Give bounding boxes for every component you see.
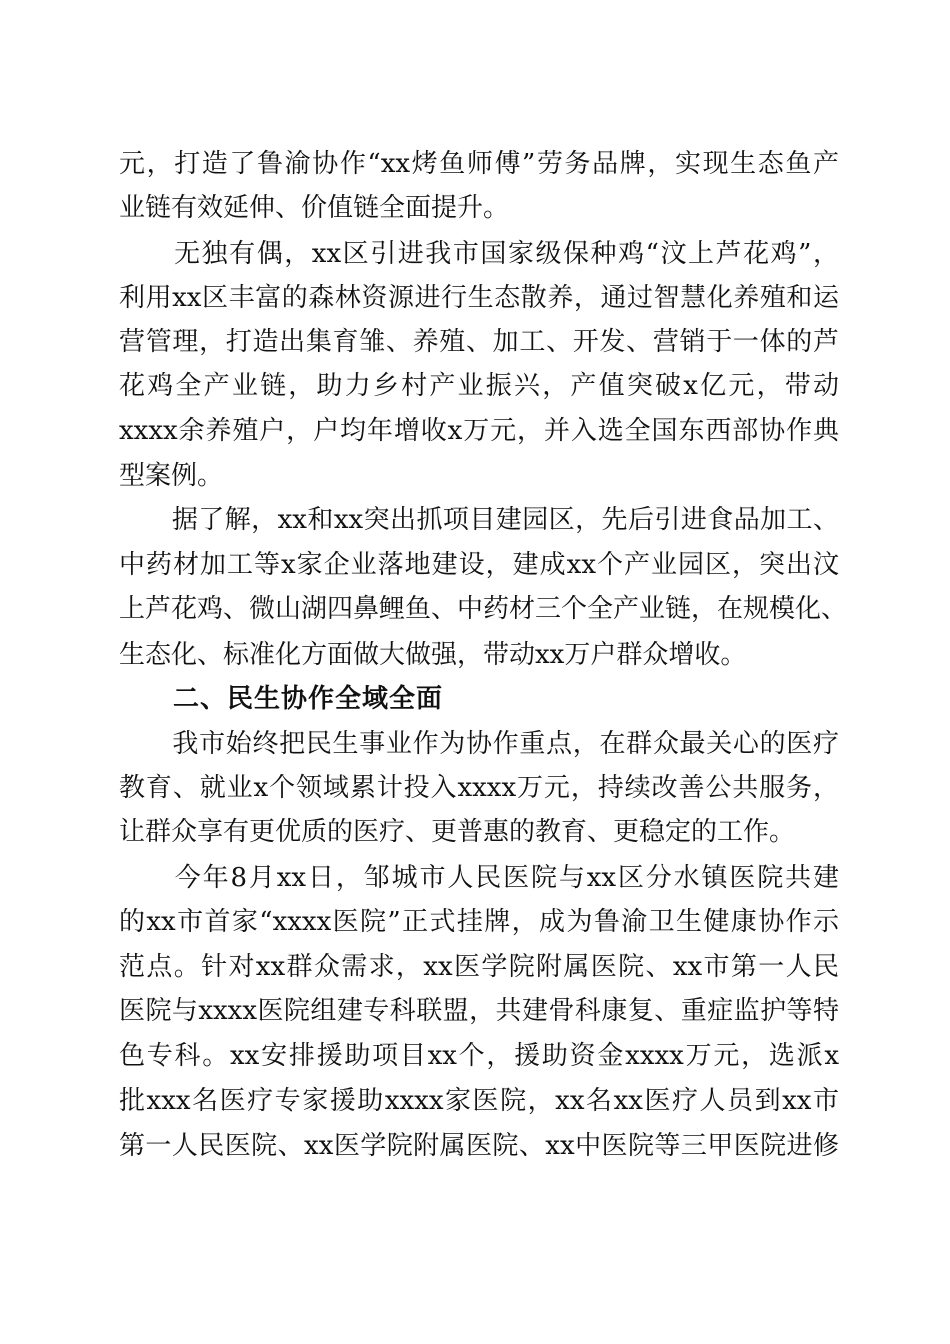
text-line: 上芦花鸡、微山湖四鼻鲤鱼、中药材三个全产业链，在规模化、	[119, 594, 848, 624]
text-line: 教育、就业x个领域累计投入xxxx万元，持续改善公共服务，	[119, 773, 839, 803]
text-line: 中药材加工等x家企业落地建设，建成xx个产业园区，突出汶	[119, 550, 839, 580]
text-line: 据了解，xx和xx突出抓项目建园区，先后引进食品加工、	[119, 505, 839, 535]
text-line: 利用xx区丰富的森林资源进行生态散养，通过智慧化养殖和运	[119, 283, 839, 313]
text-line: 元，打造了鲁渝协作“xx烤鱼师傅”劳务品牌，实现生态鱼产	[119, 149, 839, 179]
text-line: xxxx余养殖户，户均年增收x万元，并入选全国东西部协作典	[119, 416, 839, 446]
text-line: 范点。针对xx群众需求，xx医学院附属医院、xx市第一人民	[119, 952, 839, 982]
text-line: 生态化、标准化方面做大做强，带动xx万户群众增收。	[119, 640, 747, 670]
text-line: 今年8月xx日，邹城市人民医院与xx区分水镇医院共建	[119, 863, 839, 893]
section-heading: 二、民生协作全域全面	[119, 684, 444, 714]
text-line: 业链有效延伸、价值链全面提升。	[119, 193, 510, 223]
text-line: 花鸡全产业链，助力乡村产业振兴，产值突破x亿元，带动	[119, 371, 839, 401]
text-line: 让群众享有更优质的医疗、更普惠的教育、更稳定的工作。	[119, 817, 796, 847]
text-line: 营管理，打造出集育雏、养殖、加工、开发、营销于一体的芦	[119, 327, 839, 357]
text-line: 批xxx名医疗专家援助xxxx家医院，xx名xx医疗人员到xx市	[119, 1086, 839, 1116]
text-line: 型案例。	[119, 461, 224, 491]
text-line: 我市始终把民生事业作为协作重点，在群众最关心的医疗	[119, 729, 839, 759]
text-line: 色专科。xx安排援助项目xx个，援助资金xxxx万元，选派x	[119, 1041, 839, 1071]
text-line: 无独有偶，xx区引进我市国家级保种鸡“汶上芦花鸡”，	[119, 239, 839, 269]
text-line: 的xx市首家“xxxx医院”正式挂牌，成为鲁渝卫生健康协作示	[119, 907, 839, 937]
text-line: 第一人民医院、xx医学院附属医院、xx中医院等三甲医院进修	[119, 1131, 839, 1161]
text-line: 医院与xxxx医院组建专科联盟，共建骨科康复、重症监护等特	[119, 996, 839, 1026]
